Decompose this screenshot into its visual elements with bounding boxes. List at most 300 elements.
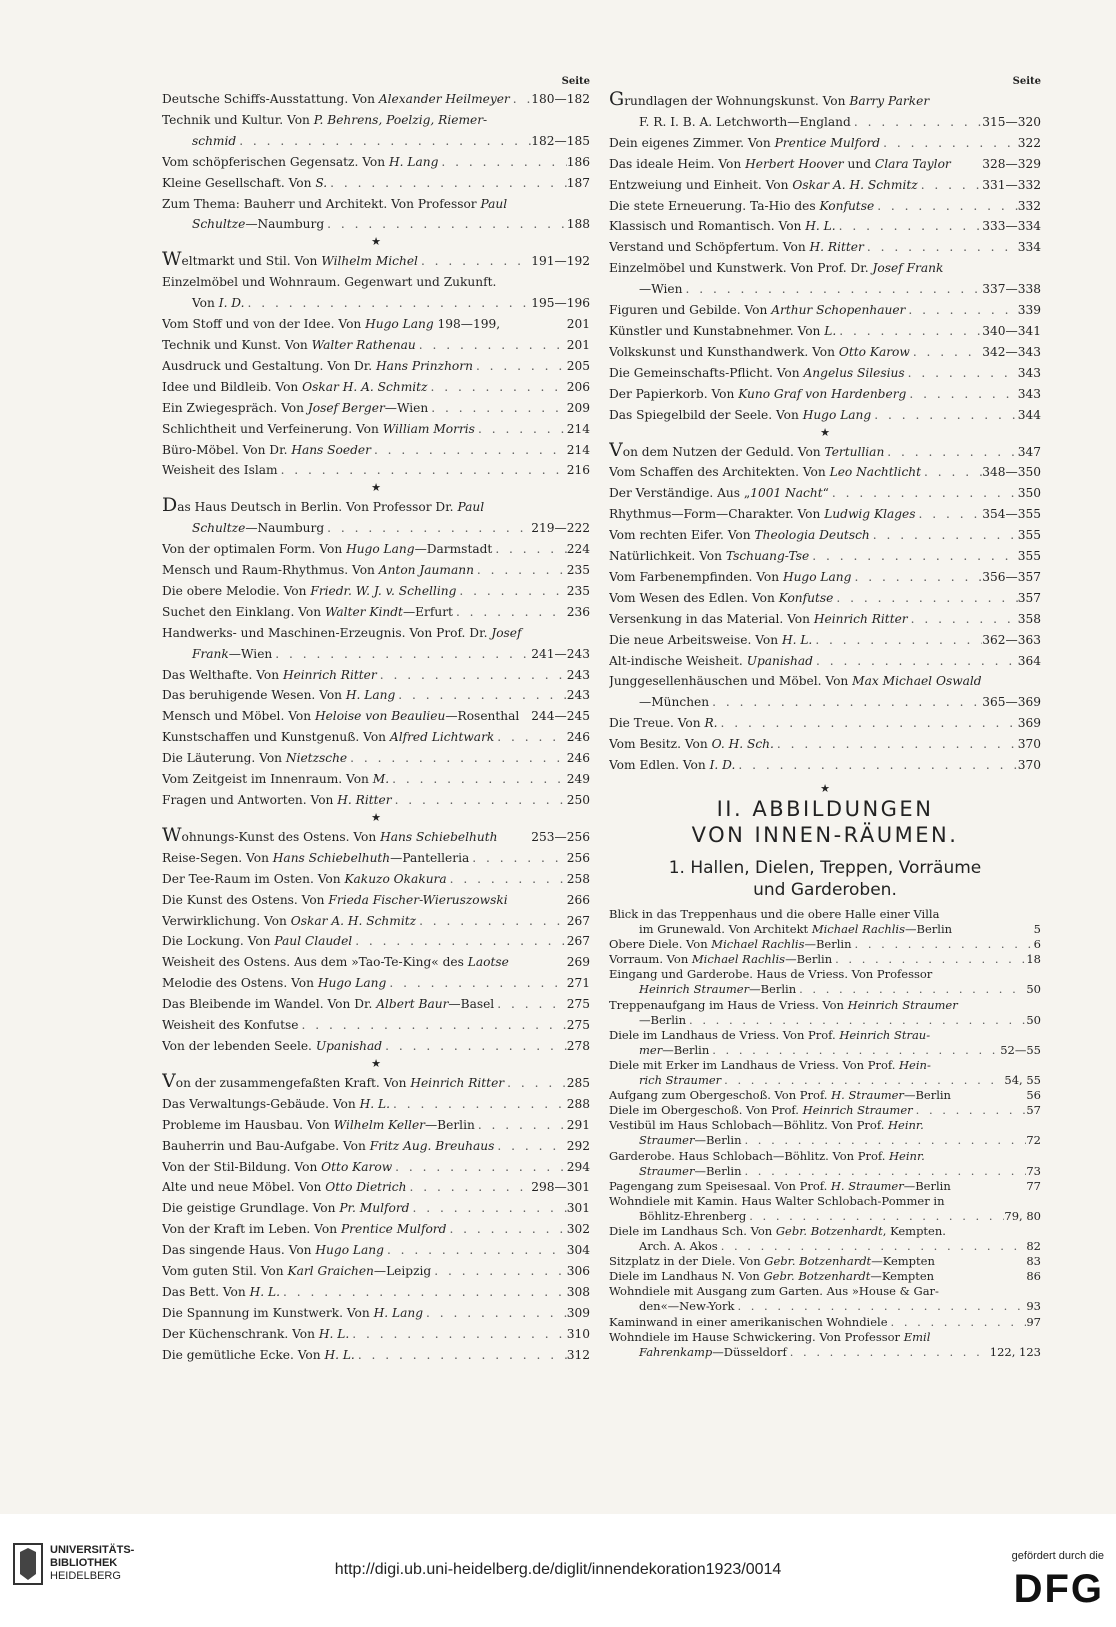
- entry-title: Vom Edlen. Von I. D.: [609, 758, 736, 773]
- page-number: 304: [566, 1243, 590, 1258]
- entry-title: Vom Wesen des Edlen. Von Konfutse: [609, 590, 834, 605]
- page-number: 328—329: [982, 156, 1041, 171]
- page-number: 369: [1017, 716, 1041, 731]
- leader-dots: [377, 665, 567, 686]
- toc-entry-line: [162, 1261, 590, 1282]
- entry-title: Die gemütliche Ecke. Von H. L.: [162, 1347, 355, 1362]
- leader-dots: [272, 644, 531, 665]
- page-number: 209: [566, 400, 590, 415]
- toc-entry-line: [609, 321, 1041, 342]
- toc-entry: [162, 1157, 590, 1178]
- section-title-line1: II. ABBILDUNGEN: [716, 797, 934, 821]
- entry-title: Das ideale Heim. Von Herbert Hoover und Clara Taylor: [609, 156, 951, 171]
- entry-title: Treppenaufgang im Haus de Vriess. Von Heinrich Straumer: [609, 997, 958, 1012]
- entry-title: Wohnungs-Kunst des Ostens. Von Hans Schiebelhuth: [162, 824, 498, 846]
- leader-dots: [392, 1157, 567, 1178]
- leader-dots: [406, 1177, 531, 1198]
- toc-entry: [162, 398, 590, 419]
- toc-entry-line: [162, 1303, 590, 1324]
- toc-entry: [609, 755, 1041, 776]
- leader-dots: [416, 911, 567, 932]
- page-number: 122, 123: [989, 1344, 1041, 1359]
- toc-entry-line: [162, 1219, 590, 1240]
- entry-title: Kunstschaffen und Kunstgenuß. Von Alfred Lichtwark: [162, 730, 495, 745]
- toc-entry-line: [609, 651, 1041, 672]
- entry-title: Zum Thema: Bauherr und Architekt. Von Professor Paul: [162, 196, 508, 211]
- toc-entry-line: [609, 588, 1041, 609]
- toc-entry-line: [609, 525, 1041, 546]
- toc-entry: [609, 630, 1041, 651]
- toc-entry: [162, 173, 590, 194]
- leader-dots: [409, 1198, 566, 1219]
- toc-entry-line: [609, 1269, 1041, 1284]
- toc-entry: [162, 825, 590, 848]
- toc-entry-line: [162, 825, 590, 848]
- toc-entry-line: [162, 1036, 590, 1057]
- entry-title: Das Verwaltungs-Gebäude. Von H. L.: [162, 1096, 390, 1111]
- library-name-line2: BIBLIOTHEK: [50, 1557, 118, 1569]
- toc-entry: [609, 651, 1041, 672]
- toc-entry: [162, 994, 590, 1015]
- toc-entry: [162, 356, 590, 377]
- page-number: 243: [566, 667, 590, 682]
- toc-entry-line: [609, 671, 1041, 692]
- toc-entry-line: [162, 1115, 590, 1136]
- entry-title: Von der lebenden Seele. Upanishad: [162, 1038, 383, 1053]
- toc-entry-line: [162, 560, 590, 581]
- entry-title: Junggesellenhäuschen und Möbel. Von Max Michael Oswald: [609, 674, 982, 689]
- entry-title: Weisheit des Islam: [162, 463, 278, 478]
- leader-dots: [428, 398, 566, 419]
- toc-entry: [162, 249, 590, 272]
- page-number: 355: [1017, 528, 1041, 543]
- toc-entry-line: [609, 630, 1041, 651]
- page-number: 188: [566, 217, 590, 232]
- entry-title: Weltmarkt und Stil. Von Wilhelm Michel: [162, 249, 418, 271]
- entry-title: Melodie des Ostens. Von Hugo Lang: [162, 976, 387, 991]
- page-number: 342—343: [982, 344, 1041, 359]
- leader-dots: [427, 377, 566, 398]
- entry-title: Vestibül im Haus Schlobach—Böhlitz. Von Prof. Heinr.: [609, 1118, 924, 1133]
- entry-title: Einzelmöbel und Wohnraum. Gegenwart und Zukunft.: [162, 275, 497, 290]
- leader-dots: [418, 251, 531, 272]
- toc-entry-line: [162, 1157, 590, 1178]
- entry-title: mer—Berlin: [639, 1042, 710, 1057]
- toc-entry: [609, 734, 1041, 755]
- leader-dots: [721, 1073, 1004, 1088]
- toc-entry-line: [609, 998, 1041, 1013]
- toc-entry-line: [162, 495, 590, 518]
- leader-dots: [492, 539, 566, 560]
- page-number: 97: [1026, 1314, 1041, 1329]
- toc-entry-line: [609, 1224, 1041, 1239]
- toc-entry: [609, 1103, 1041, 1118]
- entry-title: schmid: [192, 133, 237, 148]
- entry-title: Von dem Nutzen der Geduld. Von Tertullian: [609, 439, 885, 461]
- toc-entry: [609, 321, 1041, 342]
- page-number: 5: [1033, 922, 1041, 937]
- leader-dots: [833, 588, 1017, 609]
- entry-title: Der Tee-Raum im Osten. Von Kakuzo Okakura: [162, 871, 447, 886]
- toc-entry-line: [609, 89, 1041, 112]
- toc-entry-continuation: [162, 214, 590, 235]
- entry-title: rich Straumer: [639, 1073, 722, 1088]
- entry-title: Frank—Wien: [192, 646, 273, 661]
- leader-dots: [386, 973, 566, 994]
- leader-dots: [447, 869, 567, 890]
- leader-dots: [382, 1036, 567, 1057]
- page-number: 337—338: [982, 282, 1041, 297]
- toc-entry: [162, 1094, 590, 1115]
- separator-star: ★: [371, 810, 381, 824]
- entry-title: Ein Zwiegespräch. Von Josef Berger—Wien: [162, 400, 429, 415]
- page-number: 50: [1026, 1012, 1041, 1027]
- leader-dots: [453, 602, 567, 623]
- toc-entry: [162, 602, 590, 623]
- entry-title: Klassisch und Romantisch. Von H. L.: [609, 219, 836, 234]
- toc-entry: [609, 216, 1041, 237]
- leader-dots: [389, 769, 567, 790]
- entry-title: Idee und Bildleib. Von Oskar H. A. Schmitz: [162, 379, 428, 394]
- entry-title: Weisheit des Ostens. Aus dem »Tao-Te-King« des Laotse: [162, 955, 509, 970]
- page-number: 235: [566, 563, 590, 578]
- toc-entry-line: [162, 194, 590, 215]
- leader-dots: [906, 384, 1017, 405]
- page-number: 350: [1017, 486, 1041, 501]
- entry-title: Kaminwand in einer amerikanischen Wohndiele: [609, 1314, 888, 1329]
- page-number: 241—243: [531, 646, 590, 661]
- toc-entry-continuation: [609, 922, 1041, 937]
- toc-entry-continuation: [609, 1164, 1041, 1179]
- leader-dots: [905, 363, 1018, 384]
- leader-dots: [682, 279, 982, 300]
- entry-title: Künstler und Kunstabnehmer. Von L.: [609, 323, 837, 338]
- toc-entry-line: [609, 440, 1041, 463]
- toc-entry-line: [609, 755, 1041, 776]
- toc-entry-line: [609, 952, 1041, 967]
- entry-title: Vorraum. Von Michael Rachlis—Berlin: [609, 952, 833, 967]
- section-star: ★: [820, 782, 830, 795]
- leader-dots: [734, 1299, 1026, 1314]
- leader-dots: [832, 952, 1026, 967]
- entry-title: Der Küchenschrank. Von H. L.: [162, 1326, 350, 1341]
- leader-dots: [469, 848, 566, 869]
- entry-title: Obere Diele. Von Michael Rachlis—Berlin: [609, 937, 852, 952]
- entry-title: Von der Stil-Bildung. Von Otto Karow: [162, 1159, 393, 1174]
- leader-dots: [787, 1345, 990, 1360]
- leader-dots: [475, 1115, 567, 1136]
- entry-title: Schultze—Naumburg: [192, 521, 325, 536]
- page-number: 340—341: [982, 323, 1041, 338]
- toc-entry: [609, 342, 1041, 363]
- page-number: 278: [566, 1038, 590, 1053]
- section-title-line2: VON INNEN-RÄUMEN.: [691, 823, 959, 847]
- toc-entry-continuation: [609, 692, 1041, 713]
- leader-dots: [864, 237, 1018, 258]
- page-number: 56: [1026, 1088, 1041, 1103]
- page-number: 355: [1017, 549, 1041, 564]
- leader-dots: [813, 651, 1018, 672]
- toc-entry: [609, 1149, 1041, 1179]
- entry-title: Ausdruck und Gestaltung. Von Dr. Hans Prinzhorn: [162, 358, 473, 373]
- toc-entry-line: [609, 258, 1041, 279]
- leader-dots: [774, 734, 1018, 755]
- leader-dots: [905, 300, 1017, 321]
- entry-title: Wohndiele mit Kamin. Haus Walter Schlobach-Pommer in: [609, 1193, 945, 1208]
- toc-entry-line: [162, 539, 590, 560]
- page-number: 356—357: [982, 569, 1041, 584]
- entry-title: Pagengang zum Speisesaal. Von Prof. H. Straumer—Berlin: [609, 1178, 951, 1193]
- toc-entry: [162, 419, 590, 440]
- leader-dots: [742, 1133, 1027, 1148]
- toc-entry: [162, 790, 590, 811]
- toc-entry: [162, 748, 590, 769]
- toc-entry: [609, 483, 1041, 504]
- toc-entry: [162, 377, 590, 398]
- leader-dots: [494, 727, 566, 748]
- toc-entry: [162, 911, 590, 932]
- library-name-line1: UNIVERSITÄTS-: [50, 1544, 135, 1556]
- toc-entry-line: [162, 581, 590, 602]
- toc-entry-line: [609, 967, 1041, 982]
- toc-entry: [609, 1058, 1041, 1088]
- entry-title: Verstand und Schöpfertum. Von H. Ritter: [609, 240, 864, 255]
- page-number: 339: [1017, 303, 1041, 318]
- subsection-title-line2: und Garderoben.: [753, 880, 897, 900]
- toc-entry-continuation: [162, 131, 590, 152]
- leader-dots: [355, 1345, 567, 1366]
- page-number: 201: [566, 317, 590, 332]
- entry-title: Die neue Arbeitsweise. Von H. L.: [609, 632, 813, 647]
- toc-entry-line: [609, 342, 1041, 363]
- toc-entry: [609, 405, 1041, 426]
- toc-entry: [609, 154, 1041, 175]
- toc-entry: [162, 1345, 590, 1366]
- toc-entry-line: [162, 249, 590, 272]
- leader-dots: [384, 1240, 567, 1261]
- toc-entry: [162, 495, 590, 539]
- entry-title: Straumer—Berlin: [639, 1163, 742, 1178]
- toc-entry: [609, 1194, 1041, 1224]
- leader-dots: [416, 335, 567, 356]
- toc-right-column: [609, 75, 1041, 1360]
- toc-entry: [609, 258, 1041, 300]
- toc-entry: [162, 460, 590, 481]
- page-number: 322: [1017, 135, 1041, 150]
- toc-entry: [609, 1269, 1041, 1284]
- toc-entry-line: [162, 769, 590, 790]
- funding-label: gefördert durch die: [1011, 1550, 1104, 1562]
- toc-entry-line: [162, 869, 590, 890]
- toc-entry-line: [162, 1015, 590, 1036]
- toc-entry: [162, 1036, 590, 1057]
- entry-title: Vom guten Stil. Von Karl Graichen—Leipzig: [162, 1264, 432, 1279]
- entry-title: Diele mit Erker im Landhaus de Vriess. Von Prof. Hein-: [609, 1057, 931, 1072]
- leader-dots: [874, 196, 1018, 217]
- leader-dots: [278, 460, 567, 481]
- toc-entry: [162, 335, 590, 356]
- toc-entry-line: [609, 133, 1041, 154]
- toc-entry-continuation: [162, 293, 590, 314]
- toc-entry: [609, 525, 1041, 546]
- entry-title: Diele im Landhaus de Vriess. Von Prof. Heinrich Strau-: [609, 1027, 931, 1042]
- toc-entry: [162, 1303, 590, 1324]
- leader-dots: [349, 1324, 567, 1345]
- leader-dots: [494, 994, 567, 1015]
- toc-entry: [609, 1254, 1041, 1269]
- leader-dots: [709, 692, 982, 713]
- toc-entry-line: [162, 848, 590, 869]
- toc-entry: [162, 973, 590, 994]
- leader-dots: [245, 293, 532, 314]
- toc-entry: [609, 567, 1041, 588]
- toc-entry: [609, 952, 1041, 967]
- page-number: 308: [566, 1284, 590, 1299]
- toc-entry-line: [609, 734, 1041, 755]
- leader-dots: [446, 1219, 566, 1240]
- toc-entry: [609, 1224, 1041, 1254]
- entry-title: Die Läuterung. Von Nietzsche: [162, 751, 348, 766]
- leader-dots: [473, 356, 567, 377]
- separator-star: ★: [371, 235, 381, 249]
- leader-dots: [456, 581, 566, 602]
- entry-title: Die stete Erneuerung. Ta-Hio des Konfutse: [609, 198, 875, 213]
- toc-entry-line: [609, 609, 1041, 630]
- toc-entry-line: [162, 1282, 590, 1303]
- toc-entry: [609, 1118, 1041, 1148]
- leader-dots: [423, 1303, 567, 1324]
- page-number: 187: [566, 175, 590, 190]
- leader-dots: [916, 504, 983, 525]
- page-number: 267: [566, 913, 590, 928]
- page-number: 219—222: [531, 521, 590, 536]
- source-url-link[interactable]: http://digi.ub.uni-heidelberg.de/diglit/innendekoration1923/0014: [334, 1561, 782, 1578]
- toc-entry-line: [162, 460, 590, 481]
- entry-title: Vom Zeitgeist im Innenraum. Von M.: [162, 772, 390, 787]
- toc-entry-line: [609, 154, 1041, 175]
- leader-dots: [910, 342, 982, 363]
- toc-entry-continuation: [609, 1073, 1041, 1088]
- page-number: 186: [566, 154, 590, 169]
- page-number: 201: [566, 337, 590, 352]
- entry-title: Vom Schaffen des Architekten. Von Leo Nachtlicht: [609, 465, 922, 480]
- page-number: 18: [1026, 952, 1041, 967]
- page-number: 334: [1017, 240, 1041, 255]
- page-number: 214: [566, 421, 590, 436]
- page-number: 253—256: [531, 829, 590, 844]
- toc-entry: [162, 560, 590, 581]
- leader-dots: [888, 1315, 1027, 1330]
- toc-list-right: [609, 89, 1041, 776]
- toc-entry: [609, 300, 1041, 321]
- toc-entry-line: [162, 314, 590, 335]
- page-number: 77: [1026, 1178, 1041, 1193]
- entry-title: Weisheit des Konfutse: [162, 1018, 299, 1033]
- toc-entry-line: [609, 363, 1041, 384]
- entry-title: Böhlitz-Ehrenberg: [639, 1208, 747, 1223]
- leader-dots: [742, 1164, 1027, 1179]
- separator-star: ★: [371, 481, 381, 495]
- toc-entry: [162, 1015, 590, 1036]
- toc-entry: [609, 1315, 1041, 1330]
- toc-entry: [162, 952, 590, 973]
- leader-dots: [836, 216, 983, 237]
- entry-title: Das singende Haus. Von Hugo Lang: [162, 1243, 384, 1258]
- toc-entry-line: [609, 1103, 1041, 1118]
- toc-entry-line: [162, 623, 590, 644]
- toc-entry-line: [609, 1179, 1041, 1194]
- page-number: 235: [566, 583, 590, 598]
- page-number: 267: [566, 934, 590, 949]
- entry-title: Alt-indische Weisheit. Upanishad: [609, 653, 813, 668]
- entry-title: Vom Besitz. Von O. H. Sch.: [609, 737, 774, 752]
- page-number: 180—182: [531, 92, 590, 106]
- toc-entry: [162, 1136, 590, 1157]
- page-number: 365—369: [982, 695, 1041, 710]
- entry-title: Das Bett. Von H. L.: [162, 1284, 280, 1299]
- page-number: 309: [566, 1305, 590, 1320]
- entry-title: Figuren und Gebilde. Von Arthur Schopenhauer: [609, 303, 906, 318]
- toc-entry: [162, 706, 590, 727]
- leader-dots: [796, 982, 1026, 997]
- page-number: 370: [1017, 758, 1041, 773]
- entry-title: Von I. D.: [192, 296, 245, 311]
- entry-title: Verwirklichung. Von Oskar A. H. Schmitz: [162, 913, 417, 928]
- leader-dots: [836, 321, 982, 342]
- entry-title: Von der Kraft im Leben. Von Prentice Mulford: [162, 1222, 447, 1237]
- toc-entry-line: [162, 790, 590, 811]
- page-number: 364: [1017, 653, 1041, 668]
- page-number: 285: [566, 1075, 590, 1090]
- toc-entry-line: [609, 1088, 1041, 1103]
- toc-entry-line: [162, 911, 590, 932]
- toc-entry-line: [162, 173, 590, 194]
- entry-title: den«—New-York: [639, 1299, 735, 1314]
- toc-entry-line: [609, 1058, 1041, 1073]
- page-number: 206: [566, 379, 590, 394]
- page-number: 347: [1017, 444, 1041, 459]
- entry-title: Straumer—Berlin: [639, 1133, 742, 1148]
- toc-entry: [609, 175, 1041, 196]
- toc-entry: [609, 967, 1041, 997]
- toc-entry: [162, 314, 590, 335]
- illustration-list: [609, 907, 1041, 1360]
- toc-entry: [609, 504, 1041, 525]
- toc-entry: [609, 1330, 1041, 1360]
- page-number: 271: [566, 976, 590, 991]
- toc-entry-line: [162, 727, 590, 748]
- page-number: 216: [566, 463, 590, 478]
- page-number: 315—320: [982, 114, 1041, 129]
- entry-title: Diele im Landhaus Sch. Von Gebr. Botzenhardt, Kempten.: [609, 1223, 946, 1238]
- toc-entry: [162, 440, 590, 461]
- seite-label-left: Seite: [561, 76, 590, 87]
- entry-title: Der Papierkorb. Von Kuno Graf von Hardenberg: [609, 386, 907, 401]
- entry-title: Volkskunst und Kunsthandwerk. Von Otto Karow: [609, 344, 910, 359]
- toc-entry-continuation: [609, 1043, 1041, 1058]
- entry-title: Das Welthafte. Von Heinrich Ritter: [162, 667, 377, 682]
- toc-entry: [162, 931, 590, 952]
- toc-entry-line: [162, 419, 590, 440]
- toc-entry: [609, 907, 1041, 937]
- toc-entry-line: [162, 973, 590, 994]
- entry-title: Versenkung in das Material. Von Heinrich Ritter: [609, 611, 908, 626]
- toc-entry-line: [162, 110, 590, 131]
- leader-dots: [746, 1209, 1004, 1224]
- separator-star: ★: [820, 425, 830, 439]
- toc-entry-continuation: [162, 518, 590, 539]
- toc-entry: [162, 539, 590, 560]
